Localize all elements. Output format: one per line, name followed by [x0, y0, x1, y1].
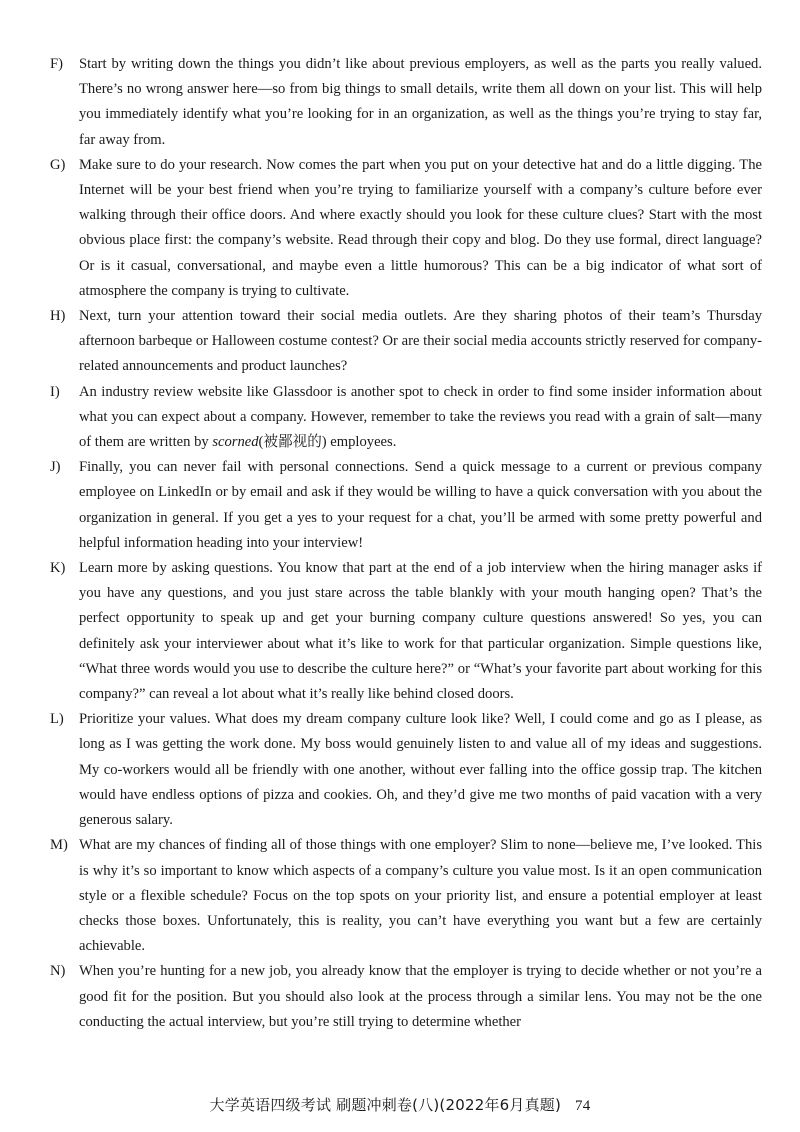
paragraph-letter: H)	[50, 308, 66, 325]
paragraph-letter: L)	[50, 711, 64, 728]
paragraph-i	[50, 380, 762, 456]
paragraph-h	[50, 304, 762, 380]
paragraph-text: Next, turn your attention toward their social media outlets. Are they sharing photos of their team’s Thursday afternoon barbeque or Halloween costume contest? Or are their social media accounts strictly reserved for company-related announcements and product launches?	[79, 308, 762, 375]
paragraph-j	[50, 455, 762, 556]
paragraph-letter: F)	[50, 56, 63, 72]
paragraph-g	[50, 153, 762, 304]
paragraph-letter: J)	[50, 459, 61, 476]
page-footer	[0, 1094, 800, 1115]
paragraph-text: When you’re hunting for a new job, you already know that the employer is trying to decide whether or not you’re a good fit for the position. But you should also look at the process through a similar lens. You may not be the one conducting the actual interview, but you’re still trying to determine whether	[79, 963, 762, 1030]
paragraph-text: Prioritize your values. What does my dream company culture look like? Well, I could come and go as I please, as long as I was getting the work done. My boss would genuinely listen to and value all of my ideas and suggestions. My co-workers would all be friendly with one another, without ever falling into the office gossip trap. The kitchen would have endless options of pizza and cookies. Oh, and they’d give me two months of paid vacation with a very generous salary.	[79, 711, 762, 829]
paragraph-text	[79, 380, 762, 456]
paragraph-text: What are my chances of finding all of those things with one employer? Slim to none—believe me, I’ve looked. This is why it’s so important to know which aspects of a company’s culture you value most. Is it an open communication style or a flexible schedule? Focus on the top spots on your priority list, and ensure a potential employer at least checks those boxes. Unfortunately, this is reality, you can’t have everything you want but a few are certainly achievable.	[79, 837, 762, 955]
paragraph-n	[50, 959, 762, 1035]
paragraph-letter: K)	[50, 560, 66, 577]
page-number: 74	[575, 1098, 591, 1114]
paragraph-text: Start by writing down the things you didn’t like about previous employers, as well as the parts you really valued. There’s no wrong answer here—so from big things to small details, write them all down on your list. This will help you immediately identify what you’re looking for in an organization, as well as the things you’re trying to stay far, far away from.	[79, 56, 762, 148]
paragraph-l	[50, 707, 762, 833]
document-body	[50, 52, 762, 1035]
paragraph-letter: G)	[50, 156, 66, 173]
paragraph-f	[50, 52, 762, 153]
paragraph-letter: M)	[50, 837, 68, 854]
footer-title: 大学英语四级考试 刷题冲刺卷(八)(2022年6月真题)	[209, 1096, 562, 1114]
paragraph-letter: I)	[50, 383, 60, 400]
paragraph-text: Learn more by asking questions. You know that part at the end of a job interview when the hiring manager asks if you have any questions, and you just stare across the table blankly with your mouth hanging open? That’s the perfect opportunity to speak up and get your burning company culture questions answered! So yes, you can definitely ask your interviewer about what it’s like to work for that particular organization. Simple questions like, “What three words would you use to describe the culture here?” or “What’s your favorite part about working for this company?” can reveal a lot about what it’s really like behind closed doors.	[79, 560, 762, 703]
paragraph-m	[50, 833, 762, 959]
text-after-emphasis: (被鄙视的) employees.	[258, 434, 397, 451]
paragraph-text: Finally, you can never fail with personal connections. Send a quick message to a current or previous company employee on LinkedIn or by email and ask if they would be willing to have a quick conversation with you about the organization in general. If you get a yes to your request for a chat, you’ll be armed with some pretty powerful and helpful information heading into your interview!	[79, 459, 762, 551]
text-before-emphasis: An industry review website like Glassdoor is another spot to check in order to find some insider information about what you can expect about a company. However, remember to take the reviews you read with a grain of salt—many of them are written by	[79, 383, 762, 451]
emphasized-word: scorned	[212, 434, 259, 451]
paragraph-k	[50, 556, 762, 707]
paragraph-text: Make sure to do your research. Now comes the part when you put on your detective hat and do a little digging. The Internet will be your best friend when you’re trying to familiarize yourself with a company’s culture before ever walking through their office doors. And where exactly should you look for these culture clues? Start with the most obvious place first: the company’s website. Read through their copy and blog. Do they use formal, direct language? Or is it casual, conversational, and maybe even a little humorous? This can be a big indicator of what sort of atmosphere the company is trying to cultivate.	[79, 156, 762, 299]
paragraph-letter: N)	[50, 963, 66, 980]
